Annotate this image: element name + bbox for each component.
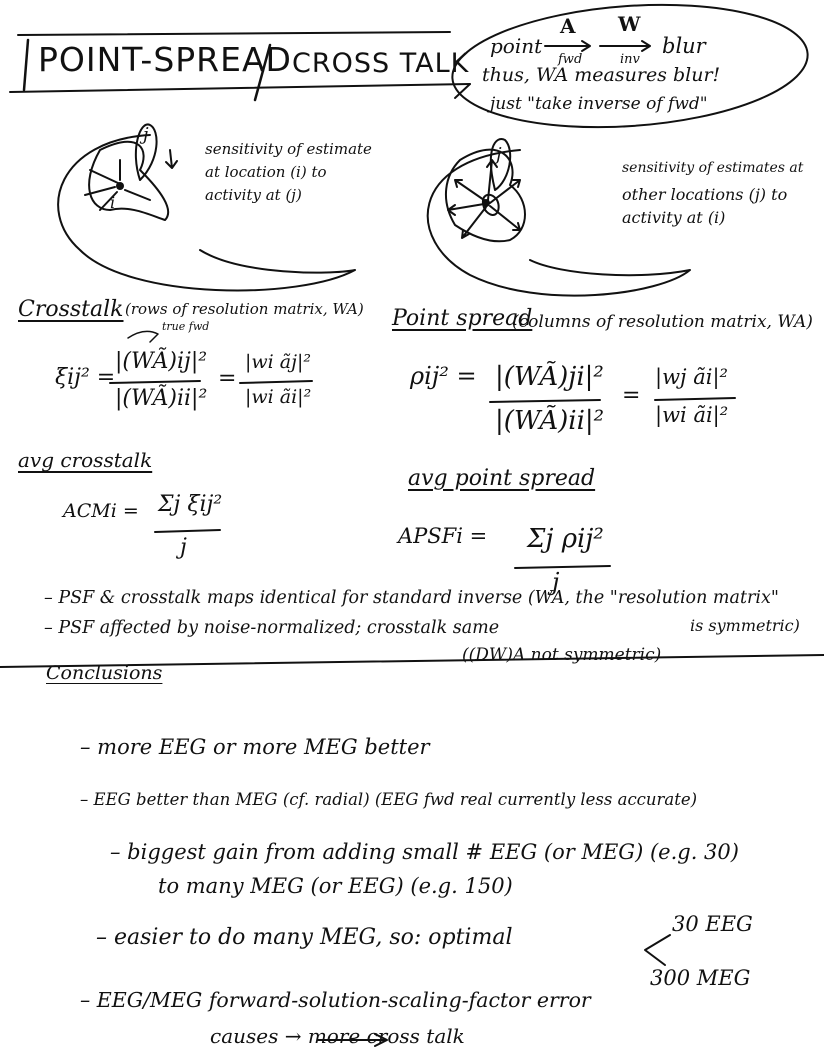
crosstalk-formula-num: |(WÃ)ij|²: [115, 349, 208, 374]
conclusion-item-6: – EEG/MEG forward-solution-scaling-factor error: [80, 988, 591, 1012]
avg-pointspread-den: j: [552, 568, 560, 596]
pointspread-formula-lhs: ρij² =: [410, 362, 477, 390]
crosstalk-heading: Crosstalk: [18, 297, 124, 322]
bubble-fwd: fwd: [558, 52, 583, 67]
bubble-W: W: [618, 12, 641, 36]
conclusions-heading: Conclusions: [46, 662, 163, 684]
crosstalk-formula-den2: |wi ãi|²: [245, 386, 312, 408]
conclusion-item-7: causes → more cross talk: [210, 1024, 465, 1048]
crosstalk-formula-lhs: ξij² =: [55, 365, 116, 390]
bubble-line3: just "take inverse of fwd": [490, 94, 708, 114]
avg-pointspread-heading: avg point spread: [408, 466, 596, 491]
title-cross-talk: CROSS TALK: [292, 48, 470, 79]
pointspread-desc: (columns of resolution matrix, WA): [512, 312, 813, 332]
note-line-1b: is symmetric): [690, 616, 800, 635]
conclusion-item-4: to many MEG (or EEG) (e.g. 150): [158, 874, 513, 898]
bubble-inv: inv: [620, 52, 640, 67]
pointspread-heading: Point spread: [392, 306, 533, 331]
pointspread-formula-num2: |wj ãi|²: [655, 365, 728, 389]
note-line-1: – PSF & crosstalk maps identical for standard inverse (WA, the "resolution matrix": [44, 588, 779, 608]
crosstalk-formula-num2: |wi ãj|²: [245, 351, 312, 373]
note-line-2b: ((DW)A not symmetric): [462, 645, 662, 665]
right-diagram-note-2: other locations (j) to: [622, 185, 788, 204]
avg-crosstalk-den: j: [180, 535, 187, 560]
conclusion-item-5: – easier to do many MEG, so: optimal: [96, 925, 513, 950]
right-diagram-note-1: sensitivity of estimates at: [622, 160, 804, 176]
right-diagram-i: i: [484, 200, 489, 215]
crosstalk-desc: (rows of resolution matrix, WA): [125, 300, 364, 318]
pointspread-formula-den2: |wi ãi|²: [655, 403, 729, 427]
pointspread-formula-num: |(WÃ)ji|²: [495, 362, 604, 392]
avg-pointspread-lhs: APSFi =: [398, 524, 488, 548]
bubble-A: A: [560, 14, 576, 38]
bubble-line2: thus, WA measures blur!: [482, 64, 721, 86]
conclusion-item-1: – more EEG or more MEG better: [80, 735, 430, 759]
right-diagram-note-3: activity at (i): [622, 208, 726, 227]
title-point-spread: POINT-SPREAD: [38, 40, 292, 79]
pointspread-formula-eq: =: [622, 383, 641, 408]
avg-crosstalk-heading: avg crosstalk: [18, 448, 153, 472]
left-diagram-j: j: [143, 124, 149, 145]
left-diagram-note-3: activity at (j): [205, 186, 302, 204]
avg-pointspread-num: Σj ρij²: [527, 524, 604, 554]
crosstalk-formula-eq: =: [218, 366, 237, 391]
note-line-2: – PSF affected by noise-normalized; crosstalk same: [44, 618, 500, 638]
avg-crosstalk-lhs: ACMi =: [63, 500, 139, 522]
optimal-300-meg: 300 MEG: [650, 966, 751, 990]
avg-crosstalk-num: Σj ξij²: [158, 492, 223, 517]
crosstalk-formula-den: |(WÃ)ii|²: [115, 386, 208, 411]
right-diagram-j: j: [496, 144, 502, 165]
bubble-point: point: [490, 34, 543, 58]
pointspread-formula-den: |(WÃ)ii|²: [495, 406, 605, 436]
bubble-blur: blur: [662, 34, 706, 58]
left-diagram-note-2: at location (i) to: [205, 163, 327, 181]
crosstalk-true-fwd: true fwd: [162, 320, 210, 333]
left-diagram-note-1: sensitivity of estimate: [205, 140, 372, 158]
conclusion-item-3: – biggest gain from adding small # EEG (or MEG) (e.g. 30): [110, 840, 739, 864]
optimal-30-eeg: 30 EEG: [672, 912, 753, 936]
left-diagram-i: i: [110, 193, 116, 212]
conclusion-item-2: – EEG better than MEG (cf. radial) (EEG fwd real currently less accurate): [80, 790, 698, 809]
